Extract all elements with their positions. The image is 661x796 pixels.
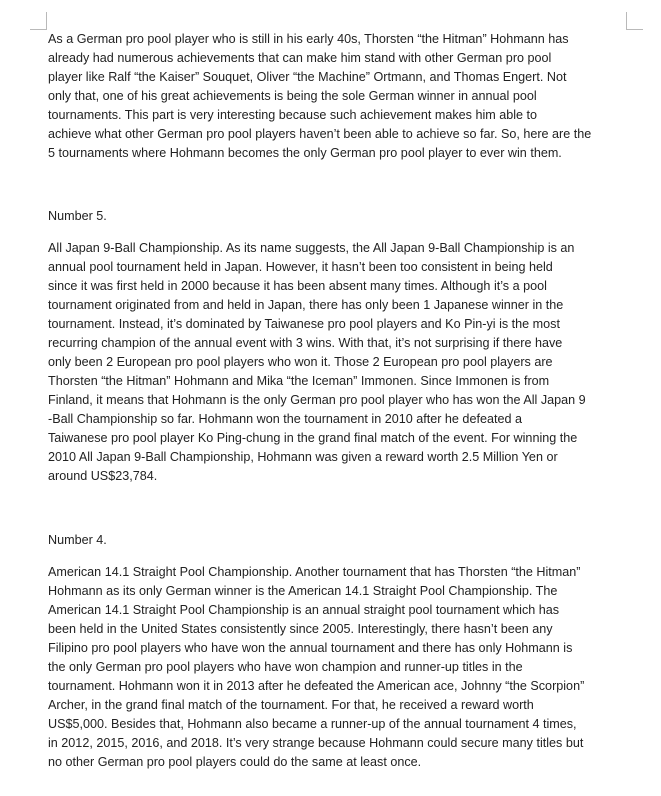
- text-line: tournament. Instead, it’s dominated by Taiwanese pro pool players and Ko Pin-yi is the most: [48, 317, 560, 331]
- text-line: achieve what other German pro pool players haven’t been able to achieve so far. So, here are the: [48, 127, 592, 141]
- text-line: Archer, in the grand final match of the tournament. For that, he received a reward worth: [48, 698, 534, 712]
- text-line: in 2012, 2015, 2016, and 2018. It’s very strange because Hohmann could secure many titles but: [48, 736, 584, 750]
- text-line: only that, one of his great achievements is being the sole German winner in annual pool: [48, 89, 537, 103]
- text-line: US$5,000. Besides that, Hohmann also became a runner-up of the annual tournament 4 times,: [48, 717, 577, 731]
- text-line: player like Ralf “the Kaiser” Souquet, Oliver “the Machine” Ortmann, and Thomas Engert. Not: [48, 70, 567, 84]
- text-line: tournament originated from and held in Japan, there has only been 1 Japanese winner in the: [48, 298, 564, 312]
- text-line: been held in the United States consistently since 2005. Interestingly, there hasn’t been any: [48, 622, 553, 636]
- text-line: tournament. Hohmann won it in 2013 after he defeated the American ace, Johnny “the Scorpion”: [48, 679, 585, 693]
- text-line: recurring champion of the annual event with 3 wins. With that, it’s not surprising if there have: [48, 336, 563, 350]
- text-line: As a German pro pool player who is still in his early 40s, Thorsten “the Hitman” Hohmann has: [48, 32, 569, 46]
- text-line: since it was first held in 2000 because it has been absent many times. Although it’s a pool: [48, 279, 547, 293]
- text-line: Filipino pro pool players who have won the annual tournament and there has only Hohmann is: [48, 641, 573, 655]
- text-line: -Ball Championship so far. Hohmann won the tournament in 2010 after he defeated a: [48, 412, 522, 426]
- text-line: All Japan 9-Ball Championship. As its name suggests, the All Japan 9-Ball Championship is an: [48, 241, 575, 255]
- section-5-paragraph: [48, 239, 628, 486]
- heading-text: Number 4.: [48, 533, 107, 547]
- text-line: already had numerous achievements that can make him stand with other German pro pool: [48, 51, 552, 65]
- crop-mark-top-right-horizontal: [626, 29, 643, 30]
- text-line: American 14.1 Straight Pool Championship is an annual straight pool tournament which has: [48, 603, 560, 617]
- text-line: Taiwanese pro pool player Ko Ping-chung in the grand final match of the event. For winning the: [48, 431, 578, 445]
- text-line: around US$23,784.: [48, 469, 158, 483]
- text-line: American 14.1 Straight Pool Championship. Another tournament that has Thorsten “the Hitman”: [48, 565, 581, 579]
- text-line: Finland, it means that Hohmann is the only German pro pool player who has won the All Japan 9: [48, 393, 586, 407]
- text-line: Thorsten “the Hitman” Hohmann and Mika “the Iceman” Immonen. Since Immonen is from: [48, 374, 550, 388]
- heading-text: Number 5.: [48, 209, 107, 223]
- text-line: Hohmann as its only German winner is the American 14.1 Straight Pool Championship. The: [48, 584, 558, 598]
- text-line: 2010 All Japan 9-Ball Championship, Hohmann was given a reward worth 2.5 Million Yen or: [48, 450, 558, 464]
- intro-paragraph: [48, 30, 628, 163]
- section-4-heading: [48, 531, 628, 550]
- crop-mark-top-right-vertical: [626, 12, 627, 30]
- text-line: tournaments. This part is very interesting because such achievement makes him able to: [48, 108, 538, 122]
- section-4-paragraph: [48, 563, 628, 772]
- section-5-heading: [48, 207, 628, 226]
- text-line: no other German pro pool players could do the same at least once.: [48, 755, 422, 769]
- text-line: annual pool tournament held in Japan. However, it hasn’t been too consistent in being held: [48, 260, 553, 274]
- crop-mark-top-left-vertical: [46, 12, 47, 30]
- crop-mark-top-left-horizontal: [30, 29, 47, 30]
- text-line: the only German pro pool players who have won champion and runner-up titles in the: [48, 660, 523, 674]
- text-line: only been 2 European pro pool players who won it. Those 2 European pro pool players are: [48, 355, 553, 369]
- text-line: 5 tournaments where Hohmann becomes the only German pro pool player to ever win them.: [48, 146, 562, 160]
